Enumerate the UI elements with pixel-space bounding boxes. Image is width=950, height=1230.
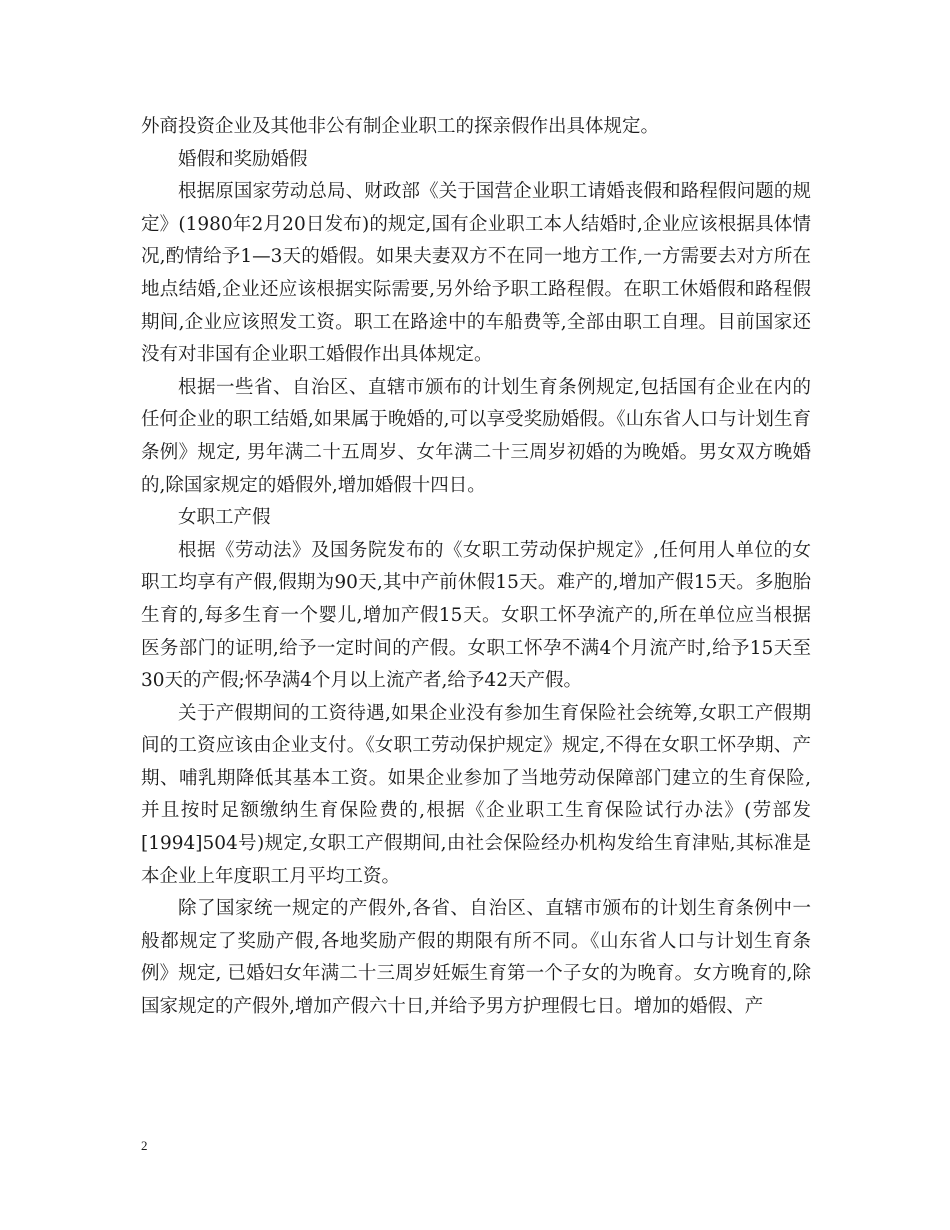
section-heading-maternity-leave: 女职工产假: [178, 507, 271, 529]
paragraph-continuation: 外商投资企业及其他非公有制企业职工的探亲假作出具体规定。: [141, 116, 660, 137]
paragraph-bonus-maternity-leave: 除了国家统一规定的产假外,各省、自治区、直辖市颁布的计划生育条例中一般都规定了奖励产假,各地奖励产假的期限有所不同。《山东省人口与计划生育条例》规定, 已婚妇女年满二十三周岁妊娠生育第一个子女的为晚育。女方晚育的,除国家规定的产假外,增加产假六十日,并给予男方护理假七日。增加的婚假、产: [141, 898, 811, 1018]
paragraph-maternity-leave-rules: 根据《劳动法》及国务院发布的《女职工劳动保护规定》,任何用人单位的女职工均享有产假,假期为90天,其中产前休假15天。难产的,增加产假15天。多胞胎生育的,每多生育一个婴儿,增加产假15天。女职工怀孕流产的,所在单位应当根据医务部门的证明,给予一定时间的产假。女职工怀孕不满4个月流产时,给予15天至30天的产假;怀孕满4个月以上流产者,给予42天产假。: [141, 539, 811, 692]
document-body: [141, 111, 811, 1024]
paragraph-maternity-wages: 关于产假期间的工资待遇,如果企业没有参加生育保险社会统筹,女职工产假期间的工资应该由企业支付。《女职工劳动保护规定》规定,不得在女职工怀孕期、产期、哺乳期降低其基本工资。如果企业参加了当地劳动保障部门建立的生育保险,并且按时足额缴纳生育保险费的,根据《企业职工生育保险试行办法》(劳部发[1994]504号)规定,女职工产假期间,由社会保险经办机构发给生育津贴,其标准是本企业上年度职工月平均工资。: [141, 702, 811, 887]
paragraph-late-marriage-bonus: 根据一些省、自治区、直辖市颁布的计划生育条例规定,包括国有企业在内的任何企业的职工结婚,如果属于晚婚的,可以享受奖励婚假。《山东省人口与计划生育条例》规定, 男年满二十五周岁、女年满二十三周岁初婚的为晚婚。男女双方晚婚的,除国家规定的婚假外,增加婚假十四日。: [141, 376, 811, 496]
section-heading-marriage-leave: 婚假和奖励婚假: [178, 148, 308, 170]
page-number: 2: [141, 1138, 148, 1153]
paragraph-marriage-leave-rules: 根据原国家劳动总局、财政部《关于国营企业职工请婚丧假和路程假问题的规定》(1980年2月20日发布)的规定,国有企业职工本人结婚时,企业应该根据具体情况,酌情给予1—3天的婚假。如果夫妻双方不在同一地方工作,一方需要去对方所在地点结婚,企业还应该根据实际需要,另外给予职工路程假。在职工休婚假和路程假期间,企业应该照发工资。职工在路途中的车船费等,全部由职工自理。目前国家还没有对非国有企业职工婚假作出具体规定。: [141, 181, 811, 366]
